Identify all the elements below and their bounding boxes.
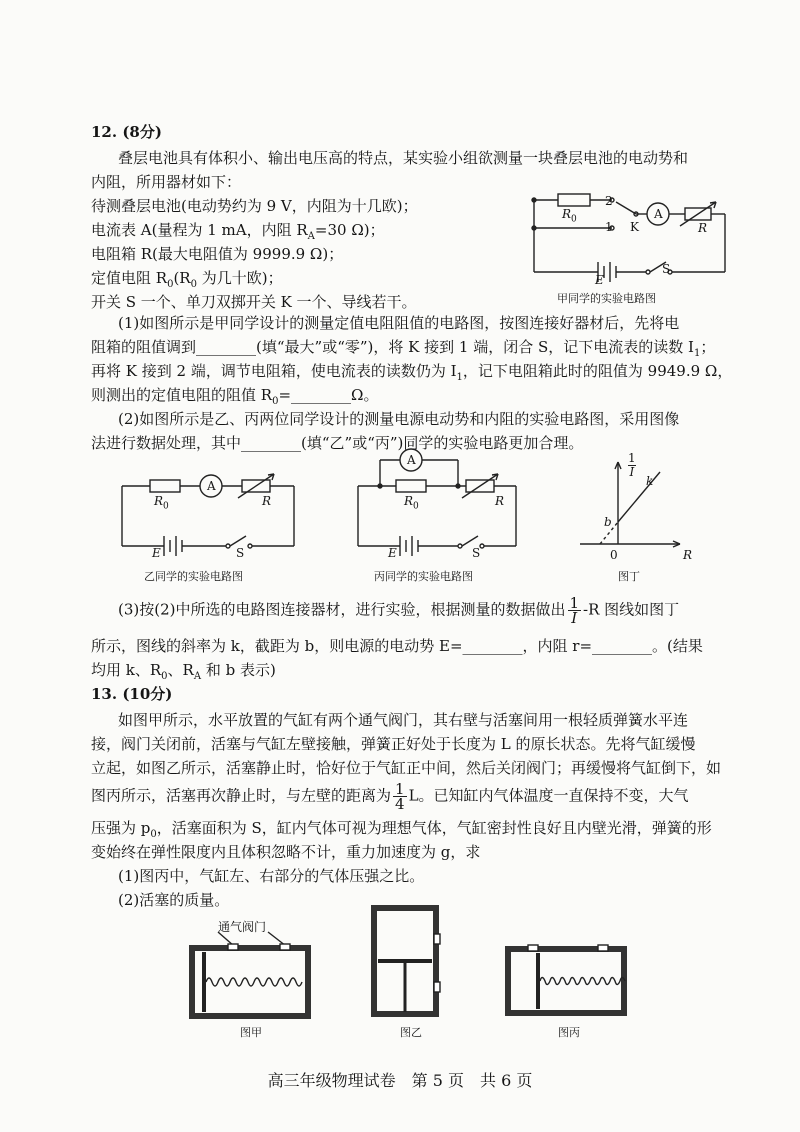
bing-r-label: R xyxy=(495,494,505,508)
jia-caption: 甲同学的实验电路图 xyxy=(557,292,656,305)
circuit-bing xyxy=(358,448,533,560)
ding-origin: 0 xyxy=(610,548,618,562)
q12-part2-line2: 法进行数据处理，其中________(填“乙”或“丙”)同学的实验电路更加合理。 xyxy=(91,434,584,452)
q13-line2: 接，阀门关闭前，活塞与气缸左壁接触，弹簧正好处于长度为 L 的原长状态。先将气缸缓慢 xyxy=(91,735,696,753)
q12-intro-line2: 内阻，所用器材如下： xyxy=(91,173,242,191)
cylinder-jia xyxy=(190,930,315,1025)
valve-label: 通气阀门 xyxy=(218,920,267,934)
q12-part1-line4: 则测出的定值电阻的阻值 $R_0=\_\_\_\_\_\_\_\_\Omega$。 xyxy=(91,386,379,407)
bing-s-label: S xyxy=(472,546,481,560)
ding-intercept-b: b xyxy=(604,515,612,529)
q13-sub1: (1)图丙中，气缸左、右部分的气体压强之比。 xyxy=(118,867,425,885)
jia-switch-k: K xyxy=(630,220,639,234)
cylinder-bing xyxy=(506,943,631,1018)
q12-part3-line2: 所示，图线的斜率为 k，截距为 b，则电源的电动势 E=________，内阻 r=________。(结果 xyxy=(91,637,703,655)
q12-intro-line1: 叠层电池具有体积小、输出电压高的特点，某实验小组欲测量一块叠层电池的电动势和 xyxy=(118,149,689,167)
bing-r0-label: $R_0$ xyxy=(404,494,419,512)
q12-material-battery: 待测叠层电池(电动势约为 9 V，内阻为十几欧)； xyxy=(91,197,418,215)
q12-part3-line1: (3)按(2)中所选的电路图连接器材，进行实验，根据测量的数据做出 $\frac{1}{I}$ -R 图线如图丁 xyxy=(118,594,680,627)
jia-ammeter-a: A xyxy=(654,207,663,221)
q13-line3: 立起，如图乙所示，活塞静止时，恰好位于气缸正中间，然后关闭阀门；再缓慢将气缸倒下，如 xyxy=(91,759,722,777)
jia-e-label: E xyxy=(595,273,604,287)
ding-caption: 图丁 xyxy=(618,570,640,583)
yi-e-label: E xyxy=(152,546,161,560)
yi-s-label: S xyxy=(236,546,245,560)
bing-e-label: E xyxy=(388,546,397,560)
ding-x-axis-label: R xyxy=(683,548,693,562)
bing-caption: 丙同学的实验电路图 xyxy=(374,570,473,583)
yi-caption: 乙同学的实验电路图 xyxy=(144,570,243,583)
jia-terminal-1: 1 xyxy=(605,220,613,234)
cylinder-bing-caption: 图丙 xyxy=(558,1026,580,1039)
graph-ding xyxy=(580,458,710,558)
q13-line1: 如图甲所示，水平放置的气缸有两个通气阀门，其右壁与活塞间用一根轻质弹簧水平连 xyxy=(118,711,689,729)
q12-material-fixed-resistor: 定值电阻 $R_0(R_0$ 为几十欧)； xyxy=(91,269,283,290)
bing-ammeter-a: A xyxy=(407,453,416,467)
jia-r-label: R xyxy=(698,221,708,235)
q12-part2-line1: (2)如图所示是乙、丙两位同学设计的测量电源电动势和内阻的实验电路图，采用图像 xyxy=(118,410,680,428)
jia-terminal-2: 2 xyxy=(605,194,613,208)
q12-part3-line3: 均用 k、$R_0$、$R_A$ 和 b 表示) xyxy=(91,661,276,682)
q13-line5: 压强为 $p_0$，活塞面积为 S，缸内气体可视为理想气体，气缸密封性良好且内壁光滑，弹簧的形 xyxy=(91,819,712,840)
q12-part1-line1: (1)如图所示是甲同学设计的测量定值电阻阻值的电路图，按图连接好器材后，先将电 xyxy=(118,314,680,332)
q12-material-ammeter: 电流表 A(量程为 1 mA，内阻 $R_A=30$ Ω)； xyxy=(91,221,385,242)
cylinder-yi xyxy=(372,906,442,1018)
circuit-jia xyxy=(520,190,730,285)
cylinder-jia-caption: 图甲 xyxy=(240,1026,262,1039)
q12-material-switches: 开关 S 一个、单刀双掷开关 K 一个、导线若干。 xyxy=(91,293,417,311)
q12-part1-line3: 再将 K 接到 2 端，调节电阻箱，使电流表的读数仍为 $I_1$，记下电阻箱此时的阻值为 9949.9 Ω， xyxy=(91,362,733,383)
q12-heading: 12. (8分) xyxy=(91,123,162,141)
q12-part1-line2: 阻箱的阻值调到________(填“最大”或“零”)，将 K 接到 1 端，闭合 S，记下电流表的读数 $I_1$； xyxy=(91,338,716,359)
yi-r0-label: $R_0$ xyxy=(154,494,169,512)
ding-y-axis-label: 1 I xyxy=(628,451,636,479)
jia-r0-label: $R_0$ xyxy=(562,207,577,225)
yi-ammeter-a: A xyxy=(207,479,216,493)
q13-sub2: (2)活塞的质量。 xyxy=(118,891,230,909)
yi-r-label: R xyxy=(262,494,272,508)
cylinder-yi-caption: 图乙 xyxy=(400,1026,422,1039)
q13-line4: 图丙所示，活塞再次静止时，与左壁的距离为 $\frac{1}{4}$ L。已知缸内气体温度一直保持不变，大气 xyxy=(91,780,689,813)
q13-line6: 变始终在弹性限度内且体积忽略不计，重力加速度为 g，求 xyxy=(91,843,481,861)
page-footer: 高三年级物理试卷 第 5 页 共 6 页 xyxy=(267,1071,533,1090)
jia-s-label: S xyxy=(662,262,671,276)
ding-slope-k: k xyxy=(646,474,654,488)
q12-material-resistance-box: 电阻箱 R(最大电阻值为 9999.9 Ω)； xyxy=(91,245,344,263)
q13-heading: 13. (10分) xyxy=(91,685,173,703)
